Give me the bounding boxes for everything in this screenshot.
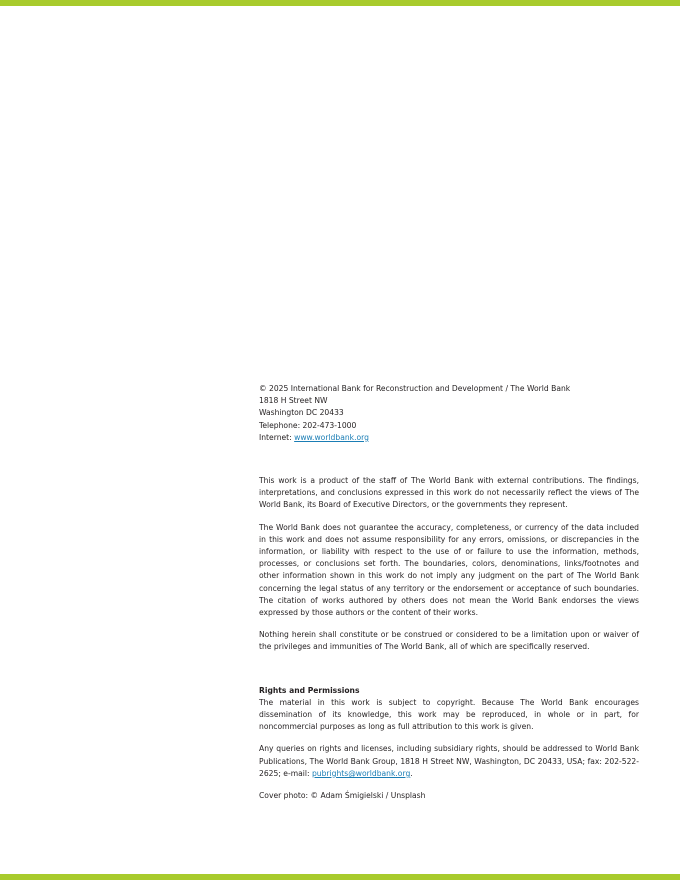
website-link[interactable]: www.worldbank.org xyxy=(294,432,369,442)
rights-paragraph-2-text: Any queries on rights and licenses, including subsidiary rights, should be addressed to World Bank Publications, The World Bank Group, 1818 H Street NW, Washington, DC 20433, USA; fax: 202-522-2625; e-mail: xyxy=(259,744,639,778)
top-accent-bar xyxy=(0,0,680,6)
rights-paragraph-2-end: . xyxy=(410,768,413,778)
rights-paragraph-2 xyxy=(259,743,639,780)
copyright-line: © 2025 International Bank for Reconstruction and Development / The World Bank xyxy=(259,384,571,393)
disclaimer-paragraph-3: Nothing herein shall constitute or be construed or considered to be a limitation upon or waiver of the privileges and immunities of The World Bank, all of which are specifically reserved. xyxy=(259,630,639,652)
copyright-address-block xyxy=(259,383,639,444)
rights-heading: Rights and Permissions xyxy=(259,685,360,695)
bottom-accent-bar xyxy=(0,874,680,880)
street-address: 1818 H Street NW xyxy=(259,396,328,406)
city-address: Washington DC 20433 xyxy=(259,408,344,418)
internet-line xyxy=(259,432,639,444)
cover-photo-credit: Cover photo: © Adam Śmigielski / Unsplash xyxy=(259,791,426,801)
internet-label: Internet: xyxy=(259,432,295,442)
copyright-page-content xyxy=(259,383,639,802)
rights-paragraph-1: The material in this work is subject to copyright. Because The World Bank encourages dissemination of its knowledge, this work may be reproduced, in whole or in part, for noncommercial purposes as long as full attribution to this work is given. xyxy=(259,697,639,732)
disclaimer-paragraph-2: The World Bank does not guarantee the accuracy, completeness, or currency of the data included in this work and does not assume responsibility for any errors, omissions, or discrepancies in the information, or liability with respect to the use of or failure to use the information, methods, processes, or conclusions set forth. The boundaries, colors, denominations, links/footnotes and other information shown in this work do not imply any judgment on the part of The World Bank concerning the legal status of any territory or the endorsement or acceptance of such boundaries. The citation of works authored by others does not mean the World Bank endorses the views expressed by those authors or the content of their works. xyxy=(259,522,639,618)
disclaimer-paragraph-1: This work is a product of the staff of The World Bank with external contributions. The findings, interpretations, and conclusions expressed in this work do not necessarily reflect the views of The World Bank, its Board of Executive Directors, or the governments they represent. xyxy=(259,476,639,510)
email-link[interactable]: pubrights@worldbank.org xyxy=(311,768,411,778)
telephone: Telephone: 202-473-1000 xyxy=(259,420,357,430)
